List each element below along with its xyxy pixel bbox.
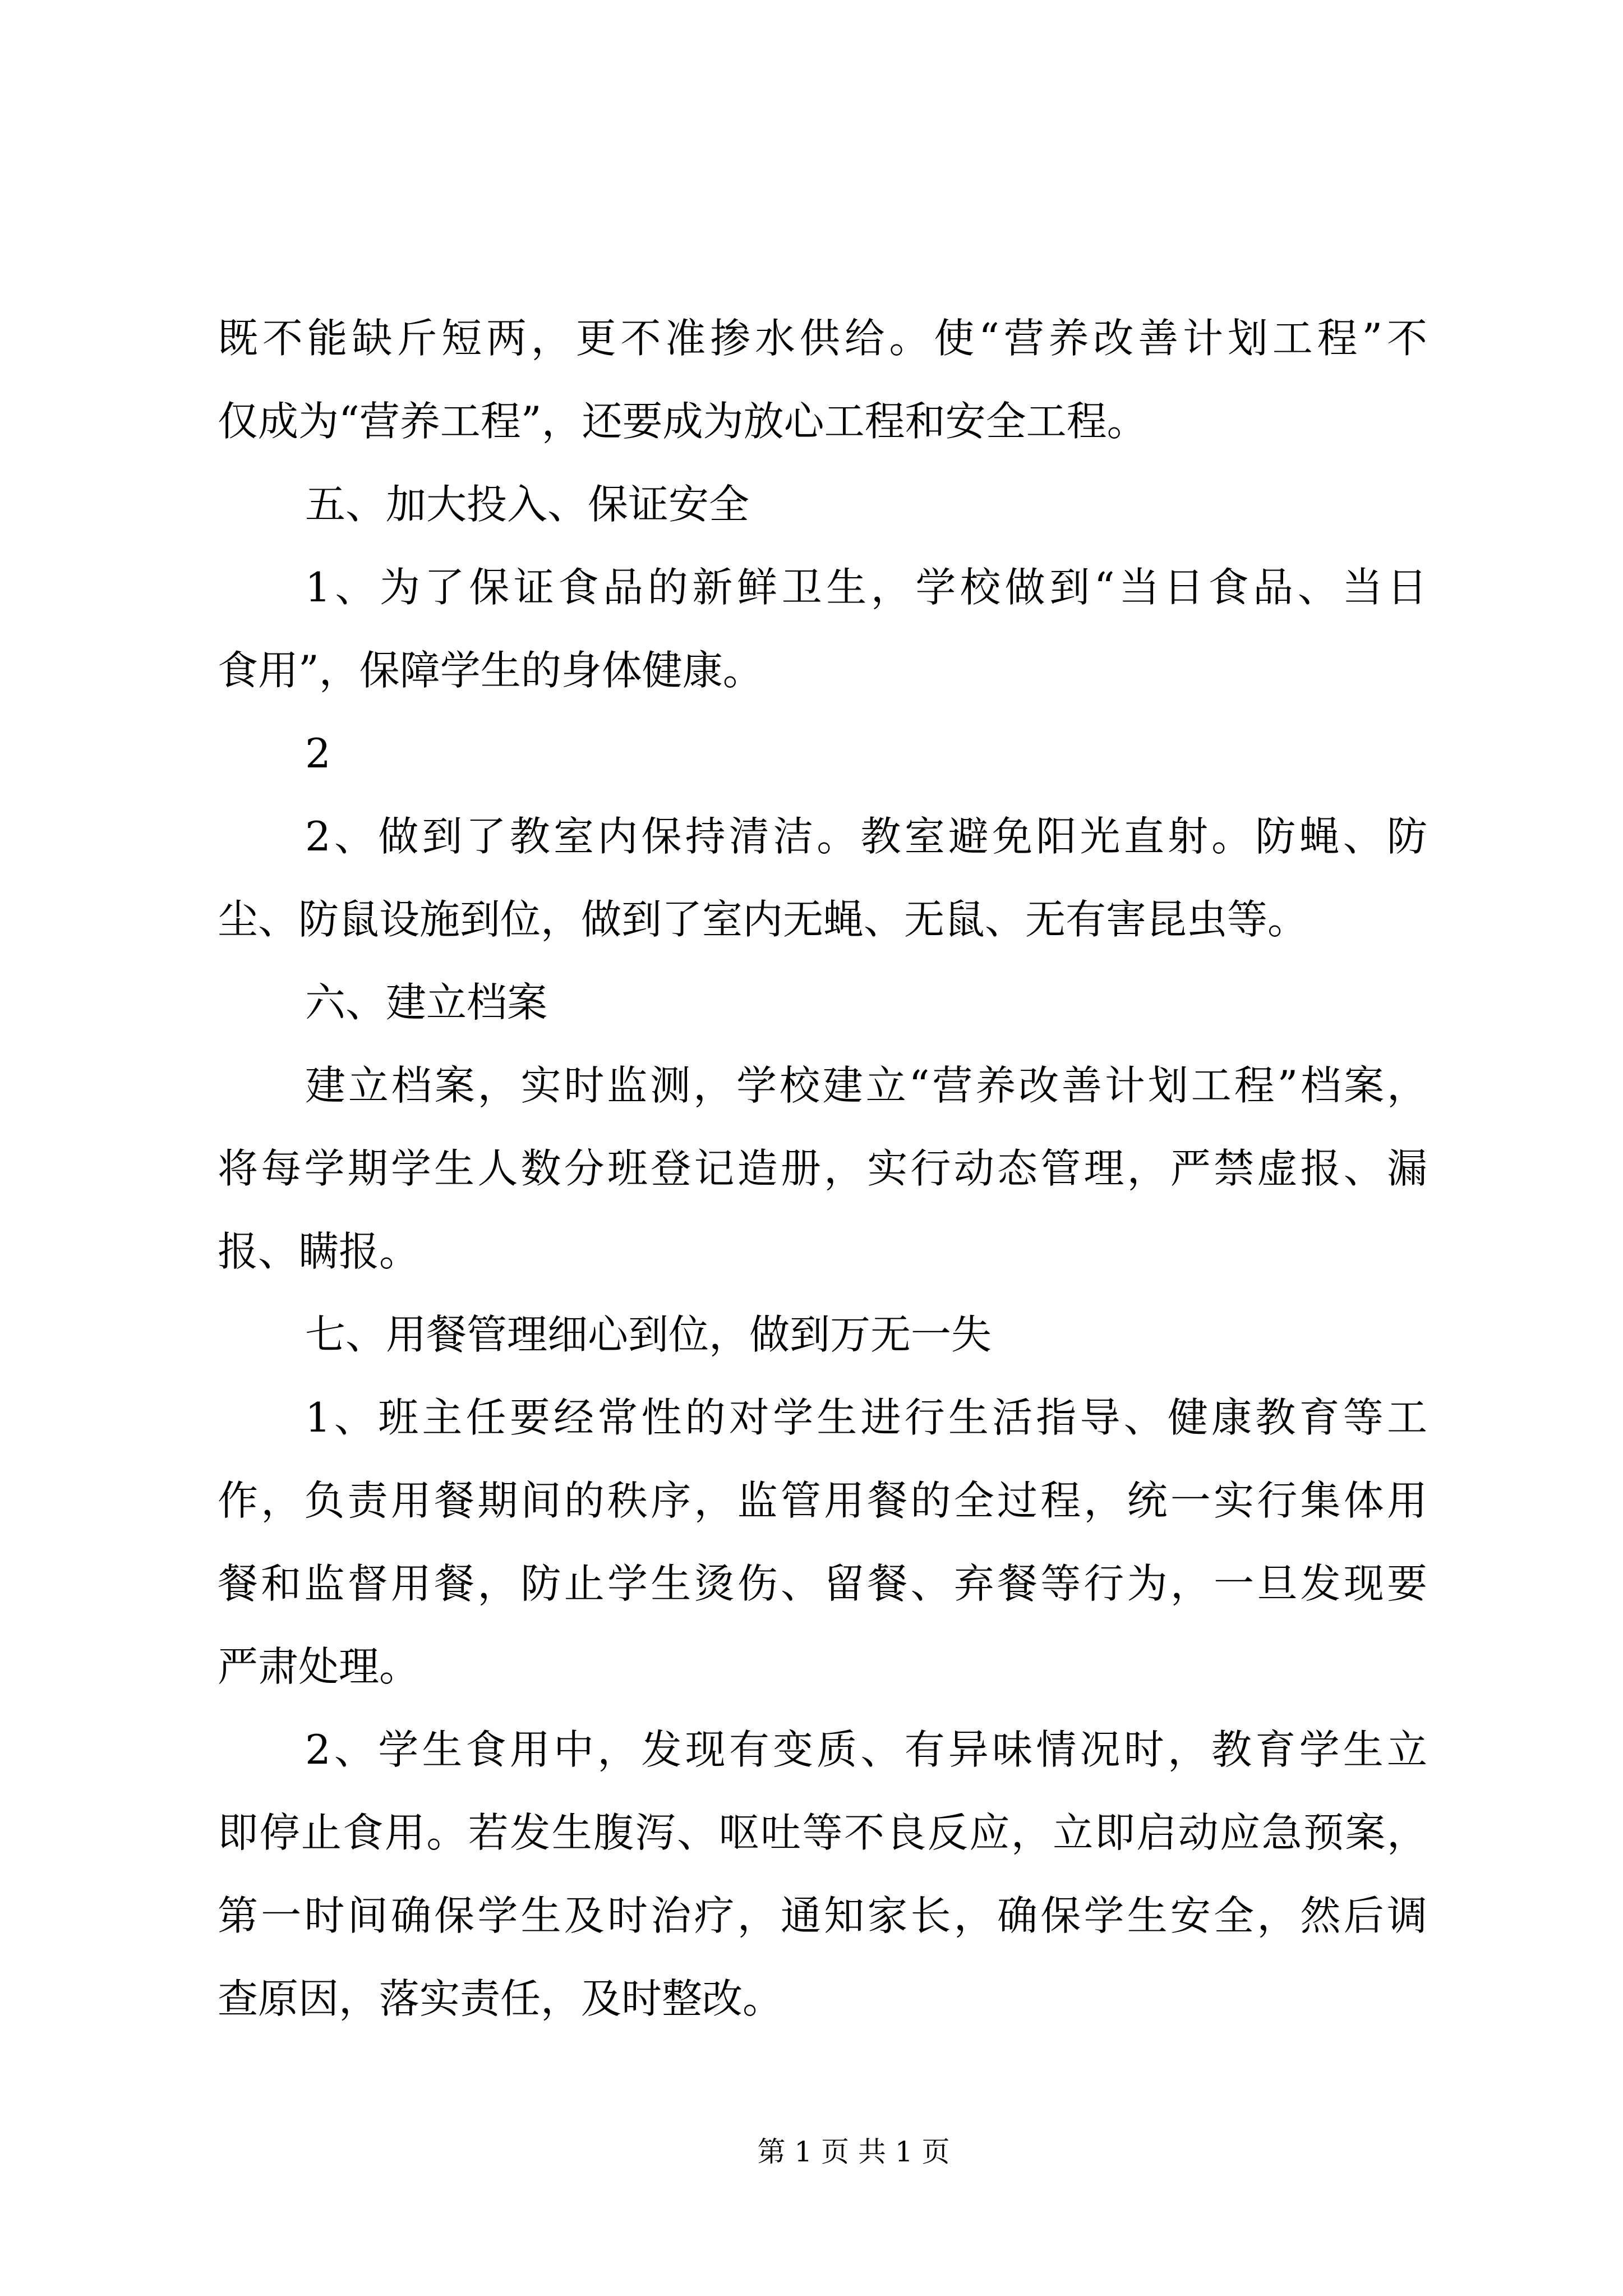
body-line: 建立档案，实时监测，学校建立“营养改善计划工程”档案， [305,1062,1427,1109]
body-line: 仅成为“营养工程”，还要成为放心工程和安全工程。 [218,398,1147,445]
body-line: 报、瞒报。 [218,1228,420,1275]
document-body [218,297,1427,2040]
body-line: 2 [305,730,331,777]
section-heading [218,961,1427,1044]
section-heading-line: 五、加大投入、保证安全 [305,481,750,528]
body-line: 严肃处理。 [218,1643,420,1690]
section-heading [218,1293,1427,1376]
body-line: 将每学期学生人数分班登记造册，实行动态管理，严禁虚报、漏 [218,1145,1427,1192]
section-heading-line: 六、建立档案 [305,979,548,1026]
body-line: 尘、防鼠设施到位，做到了室内无蝇、无鼠、无有害昆虫等。 [218,896,1308,943]
body-line: 既不能缺斤短两，更不准掺水供给。使“营养改善计划工程”不 [218,315,1427,362]
body-line: 食用”，保障学生的身体健康。 [218,647,763,694]
body-line: 2、学生食用中，发现有变质、有异味情况时，教育学生立 [305,1726,1427,1773]
body-line: 1、为了保证食品的新鲜卫生，学校做到“当日食品、当日 [305,564,1427,611]
body-line: 查原因，落实责任，及时整改。 [218,1975,783,2022]
section-heading [218,463,1427,546]
section-heading-line: 七、用餐管理细心到位，做到万无一失 [305,1311,992,1358]
body-line: 第一时间确保学生及时治疗，通知家长，确保学生安全，然后调 [218,1892,1427,1939]
paragraph [218,795,1427,961]
body-line: 2、做到了教室内保持清洁。教室避免阳光直射。防蝇、防 [305,813,1427,860]
paragraph [218,1708,1427,2040]
body-line: 1、班主任要经常性的对学生进行生活指导、健康教育等工 [305,1394,1427,1441]
body-line: 作，负责用餐期间的秩序，监管用餐的全过程，统一实行集体用 [218,1477,1427,1524]
page-footer: 第 1 页 共 1 页 [757,2136,950,2168]
body-line: 即停止食用。若发生腹泻、呕吐等不良反应，立即启动应急预案， [218,1809,1427,1856]
paragraph [218,1376,1427,1708]
paragraph [218,712,1427,795]
paragraph [218,297,1427,463]
body-line: 餐和监督用餐，防止学生烫伤、留餐、弃餐等行为，一旦发现要 [218,1560,1427,1607]
paragraph [218,546,1427,712]
paragraph [218,1044,1427,1293]
